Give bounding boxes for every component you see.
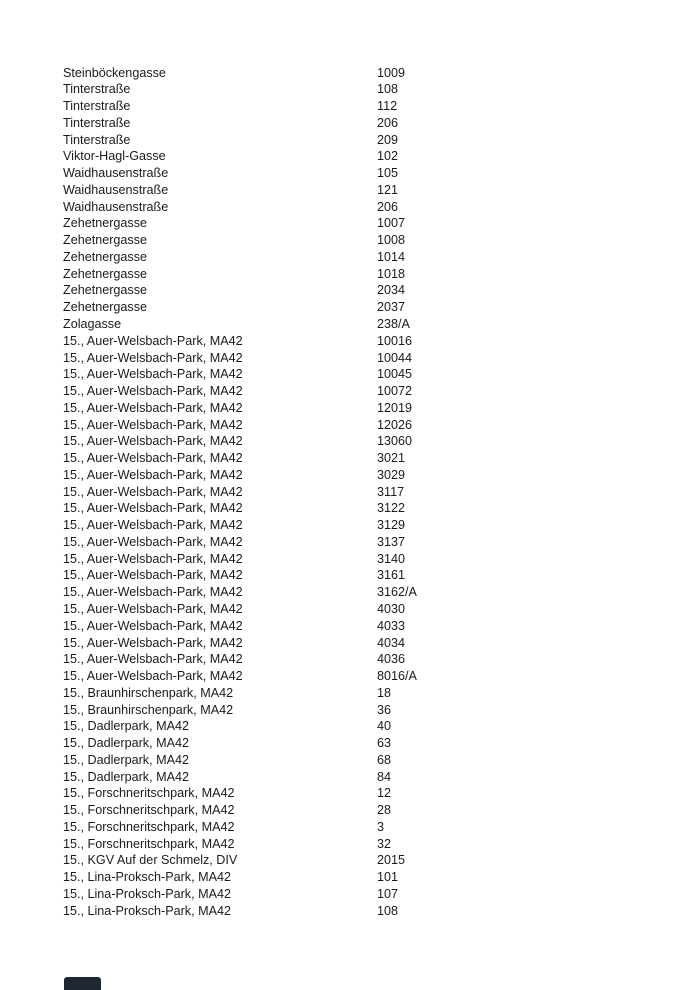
- location-name: 15., Auer-Welsbach-Park, MA42: [63, 451, 243, 466]
- location-name: Waidhausenstraße: [63, 166, 169, 181]
- list-item: [63, 316, 700, 333]
- list-item: [63, 299, 700, 316]
- list-item: [63, 215, 700, 232]
- list-item: [63, 433, 700, 450]
- location-number: 10044: [377, 350, 413, 365]
- location-name: 15., Forschneritschpark, MA42: [63, 786, 235, 801]
- location-name: 15., Auer-Welsbach-Park, MA42: [63, 501, 243, 516]
- location-number: 2015: [377, 853, 406, 868]
- list-item: [63, 718, 700, 735]
- list-item: [63, 232, 700, 249]
- location-number: 1008: [377, 233, 406, 248]
- location-number: 105: [377, 166, 399, 181]
- list-item: [63, 534, 700, 551]
- list-item: [63, 500, 700, 517]
- location-name: Zehetnergasse: [63, 249, 148, 264]
- location-number: 36: [377, 702, 392, 717]
- location-name: 15., Auer-Welsbach-Park, MA42: [63, 350, 243, 365]
- location-number: 102: [377, 149, 399, 164]
- location-number: 1014: [377, 249, 406, 264]
- location-name: Tinterstraße: [63, 132, 131, 147]
- location-name: Zehetnergasse: [63, 283, 148, 298]
- location-number: 3129: [377, 518, 406, 533]
- list-item: [63, 802, 700, 819]
- location-name: 15., Auer-Welsbach-Park, MA42: [63, 484, 243, 499]
- list-item: [63, 467, 700, 484]
- location-number: 107: [377, 887, 399, 902]
- list-item: [63, 551, 700, 568]
- location-name: 15., Forschneritschpark, MA42: [63, 836, 235, 851]
- list-item: [63, 769, 700, 786]
- location-number: 13060: [377, 434, 413, 449]
- location-name: Zehetnergasse: [63, 300, 148, 315]
- partial-bottom-element: [64, 977, 101, 990]
- location-number: 10016: [377, 333, 413, 348]
- location-number: 4033: [377, 618, 406, 633]
- location-number: 108: [377, 903, 399, 918]
- location-name: Tinterstraße: [63, 115, 131, 130]
- location-number: 1007: [377, 216, 406, 231]
- location-number: 3: [377, 819, 385, 834]
- list-item: [63, 635, 700, 652]
- location-number: 2034: [377, 283, 406, 298]
- location-number: 12019: [377, 400, 413, 415]
- location-number: 4036: [377, 652, 406, 667]
- list-item: [63, 567, 700, 584]
- location-name: 15., KGV Auf der Schmelz, DIV: [63, 853, 238, 868]
- list-item: [63, 182, 700, 199]
- location-number: 2037: [377, 300, 406, 315]
- list-item: [63, 752, 700, 769]
- list-item: [63, 517, 700, 534]
- location-name: Tinterstraße: [63, 99, 131, 114]
- location-name: 15., Braunhirschenpark, MA42: [63, 702, 234, 717]
- location-name: Viktor-Hagl-Gasse: [63, 149, 166, 164]
- location-number: 3117: [377, 484, 405, 499]
- location-number: 84: [377, 769, 392, 784]
- list-item: [63, 417, 700, 434]
- location-number: 1018: [377, 266, 406, 281]
- list-item: [63, 685, 700, 702]
- location-number: 12026: [377, 417, 413, 432]
- location-name: 15., Lina-Proksch-Park, MA42: [63, 903, 231, 918]
- location-name: 15., Auer-Welsbach-Park, MA42: [63, 400, 243, 415]
- list-item: [63, 282, 700, 299]
- location-name: Waidhausenstraße: [63, 199, 169, 214]
- list-item: [63, 836, 700, 853]
- list-item: [63, 819, 700, 836]
- list-item: [63, 249, 700, 266]
- location-name: 15., Forschneritschpark, MA42: [63, 819, 235, 834]
- location-number: 3122: [377, 501, 406, 516]
- list-item: [63, 115, 700, 132]
- location-name: Waidhausenstraße: [63, 182, 169, 197]
- list-item: [63, 668, 700, 685]
- location-number: 63: [377, 736, 392, 751]
- location-number: 18: [377, 685, 392, 700]
- location-number: 206: [377, 199, 399, 214]
- location-number: 3161: [377, 568, 406, 583]
- list-item: [63, 651, 700, 668]
- list-item: [63, 132, 700, 149]
- location-name: 15., Dadlerpark, MA42: [63, 769, 189, 784]
- location-number: 3021: [377, 451, 406, 466]
- list-item: [63, 148, 700, 165]
- list-item: [63, 350, 700, 367]
- list-item: [63, 484, 700, 501]
- location-name: 15., Dadlerpark, MA42: [63, 736, 189, 751]
- location-name: Steinböckengasse: [63, 65, 166, 80]
- location-name: 15., Auer-Welsbach-Park, MA42: [63, 618, 243, 633]
- location-name: 15., Dadlerpark, MA42: [63, 752, 189, 767]
- location-number: 3162/A: [377, 585, 417, 600]
- list-item: [63, 886, 700, 903]
- list-item: [63, 735, 700, 752]
- list-item: [63, 785, 700, 802]
- location-number: 68: [377, 752, 392, 767]
- location-number: 8016/A: [377, 669, 417, 684]
- location-name: 15., Lina-Proksch-Park, MA42: [63, 870, 231, 885]
- list-item: [63, 333, 700, 350]
- location-number: 3029: [377, 467, 406, 482]
- location-name: 15., Lina-Proksch-Park, MA42: [63, 887, 231, 902]
- location-name: 15., Auer-Welsbach-Park, MA42: [63, 434, 243, 449]
- list-item: [63, 852, 700, 869]
- location-number: 121: [377, 182, 399, 197]
- location-name: 15., Auer-Welsbach-Park, MA42: [63, 417, 243, 432]
- location-number: 1009: [377, 65, 406, 80]
- list-item: [63, 65, 700, 82]
- location-number: 3140: [377, 551, 406, 566]
- list-item: [63, 400, 700, 417]
- location-name: Zehetnergasse: [63, 233, 148, 248]
- list-item: [63, 869, 700, 886]
- location-name: 15., Dadlerpark, MA42: [63, 719, 189, 734]
- list-item: [63, 601, 700, 618]
- list-item: [63, 199, 700, 216]
- location-name: 15., Auer-Welsbach-Park, MA42: [63, 669, 243, 684]
- location-name: 15., Forschneritschpark, MA42: [63, 803, 235, 818]
- location-number: 4030: [377, 602, 406, 616]
- location-list: [63, 65, 700, 920]
- location-number: 12: [377, 786, 392, 801]
- location-name: Zehetnergasse: [63, 216, 148, 231]
- location-name: 15., Auer-Welsbach-Park, MA42: [63, 333, 243, 348]
- location-name: 15., Auer-Welsbach-Park, MA42: [63, 635, 243, 650]
- location-name: 15., Auer-Welsbach-Park, MA42: [63, 534, 243, 549]
- list-item: [63, 702, 700, 719]
- location-number: 108: [377, 82, 399, 97]
- location-name: 15., Auer-Welsbach-Park, MA42: [63, 568, 243, 583]
- list-item: [63, 450, 700, 467]
- location-name: 15., Auer-Welsbach-Park, MA42: [63, 602, 243, 616]
- location-number: 40: [377, 719, 392, 734]
- list-item: [63, 165, 700, 182]
- location-name: 15., Auer-Welsbach-Park, MA42: [63, 384, 243, 399]
- list-item: [63, 618, 700, 635]
- location-name: Zehetnergasse: [63, 266, 148, 281]
- location-number: 101: [377, 870, 399, 885]
- location-number: 10072: [377, 384, 413, 399]
- location-name: 15., Auer-Welsbach-Park, MA42: [63, 551, 243, 566]
- location-name: 15., Auer-Welsbach-Park, MA42: [63, 367, 243, 382]
- location-number: 238/A: [377, 316, 410, 331]
- location-number: 3137: [377, 534, 406, 549]
- location-name: 15., Auer-Welsbach-Park, MA42: [63, 467, 243, 482]
- list-item: [63, 98, 700, 115]
- location-number: 206: [377, 115, 399, 130]
- location-number: 32: [377, 836, 392, 851]
- list-item: [63, 266, 700, 283]
- location-number: 4034: [377, 635, 406, 650]
- location-number: 209: [377, 132, 399, 147]
- list-item: [63, 383, 700, 400]
- list-item: [63, 584, 700, 601]
- location-name: 15., Auer-Welsbach-Park, MA42: [63, 652, 243, 667]
- location-name: 15., Auer-Welsbach-Park, MA42: [63, 518, 243, 533]
- location-name: 15., Braunhirschenpark, MA42: [63, 685, 234, 700]
- list-item: [63, 81, 700, 98]
- list-item: [63, 366, 700, 383]
- list-item: [63, 903, 700, 920]
- location-name: 15., Auer-Welsbach-Park, MA42: [63, 585, 243, 600]
- location-name: Tinterstraße: [63, 82, 131, 97]
- location-number: 28: [377, 803, 392, 818]
- location-name: Zolagasse: [63, 316, 122, 331]
- location-number: 10045: [377, 367, 413, 382]
- location-number: 112: [377, 99, 398, 114]
